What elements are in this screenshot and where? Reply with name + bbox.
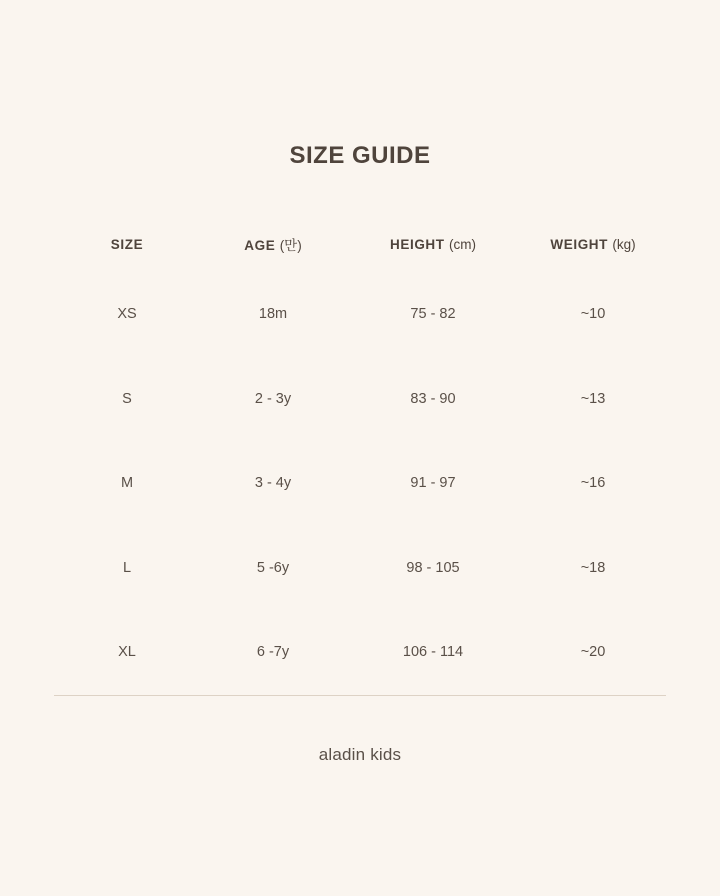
column-header-age: [200, 216, 346, 272]
table-row: [54, 272, 666, 357]
cell-size: XL: [54, 610, 200, 695]
column-header-age-unit: (만): [279, 238, 302, 253]
cell-age: 5 -6y: [256, 559, 290, 576]
cell-height: 83 - 90: [410, 390, 456, 407]
table-header-row: [54, 216, 666, 272]
cell-age: 18m: [258, 306, 288, 323]
brand-logo-text: aladin kids: [318, 745, 402, 764]
cell-weight: ~20: [520, 610, 666, 695]
cell-age: 2 - 3y: [254, 390, 292, 407]
table-row: [54, 357, 666, 442]
cell-weight: ~13: [580, 390, 606, 407]
column-header-height-label: HEIGHT: [390, 236, 445, 252]
column-header-height-unit: (cm): [448, 236, 476, 252]
column-header-weight-unit: (kg): [612, 236, 636, 252]
cell-age: 3 - 4y: [254, 475, 292, 492]
size-guide-table: [54, 216, 666, 696]
cell-size: XS: [117, 306, 137, 323]
cell-height: 91 - 97: [410, 475, 456, 492]
cell-height: 75 - 82: [410, 306, 456, 323]
table-row: [54, 441, 666, 526]
cell-weight: ~18: [580, 559, 606, 576]
table-row: [54, 610, 666, 695]
cell-size: S: [122, 390, 132, 407]
cell-size: M: [120, 475, 134, 492]
cell-weight: ~10: [580, 306, 606, 323]
cell-size: L: [122, 559, 132, 576]
column-header-size-label: SIZE: [110, 236, 144, 252]
cell-age: 6 -7y: [200, 610, 346, 695]
page-title: SIZE GUIDE: [289, 142, 431, 169]
column-header-height: [346, 216, 520, 272]
size-table-container: [54, 216, 666, 696]
cell-height: 106 - 114: [346, 610, 520, 695]
column-header-size: [54, 216, 200, 272]
table-row: [54, 526, 666, 611]
column-header-age-label: AGE: [244, 238, 276, 253]
cell-weight: ~16: [580, 475, 606, 492]
column-header-weight-label: WEIGHT: [550, 236, 608, 252]
cell-height: 98 - 105: [406, 559, 460, 576]
column-header-weight: [520, 216, 666, 272]
